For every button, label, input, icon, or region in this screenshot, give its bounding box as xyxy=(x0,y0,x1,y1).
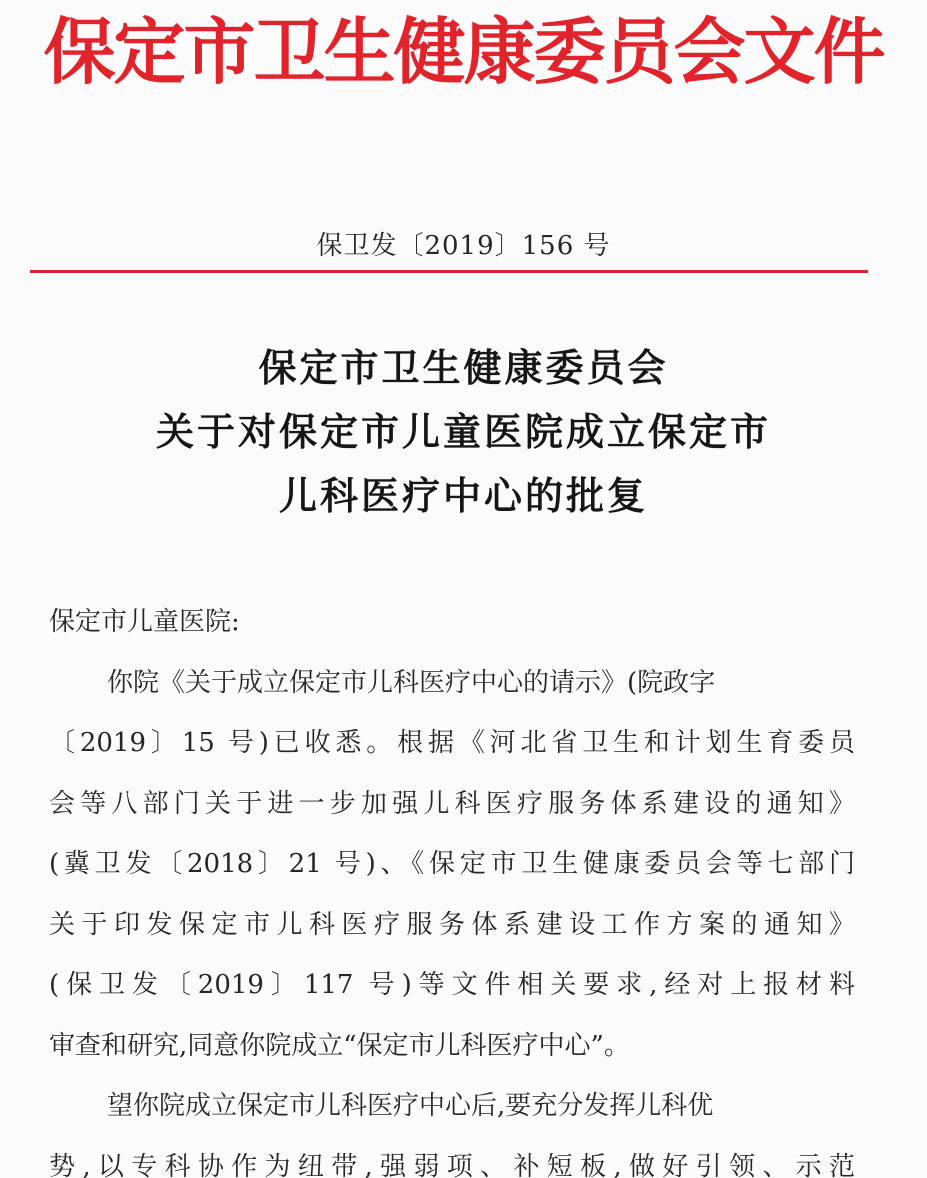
body-line: (保卫发〔2019〕117 号)等文件相关要求,经对上报材料 xyxy=(49,970,855,1000)
title-line: 关于对保定市儿童医院成立保定市 xyxy=(155,410,771,454)
body-line: 你院《关于成立保定市儿科医疗中心的请示》(院政字 xyxy=(107,667,716,698)
red-divider-line xyxy=(30,270,868,273)
document-title xyxy=(0,336,927,528)
title-line: 儿科医疗中心的批复 xyxy=(278,474,648,518)
body-line: 势,以专科协作为纽带,强弱项、补短板,做好引领、示范 xyxy=(49,1151,855,1178)
body-line: 关于印发保定市儿科医疗服务体系建设工作方案的通知》 xyxy=(49,909,855,940)
body-line: 望你院成立保定市儿科医疗中心后,要充分发挥儿科优 xyxy=(107,1091,714,1121)
document-number: 保卫发〔2019〕156 号 xyxy=(316,231,611,261)
salutation: 保定市儿童医院: xyxy=(49,607,240,637)
body-line: 会等八部门关于进一步加强儿科医疗服务体系建设的通知》 xyxy=(49,788,855,819)
title-line: 保定市卫生健康委员会 xyxy=(258,346,669,390)
letterhead-title: 保定市卫生健康委员会文件 xyxy=(43,10,884,94)
body-line: (冀卫发〔2018〕21 号)、《保定市卫生健康委员会等七部门 xyxy=(49,849,855,879)
body-line: 审查和研究,同意你院成立“保定市儿科医疗中心”。 xyxy=(49,1030,630,1061)
body-line: 〔2019〕15 号)已收悉。根据《河北省卫生和计划生育委员 xyxy=(49,728,855,758)
document-body xyxy=(49,592,855,1178)
